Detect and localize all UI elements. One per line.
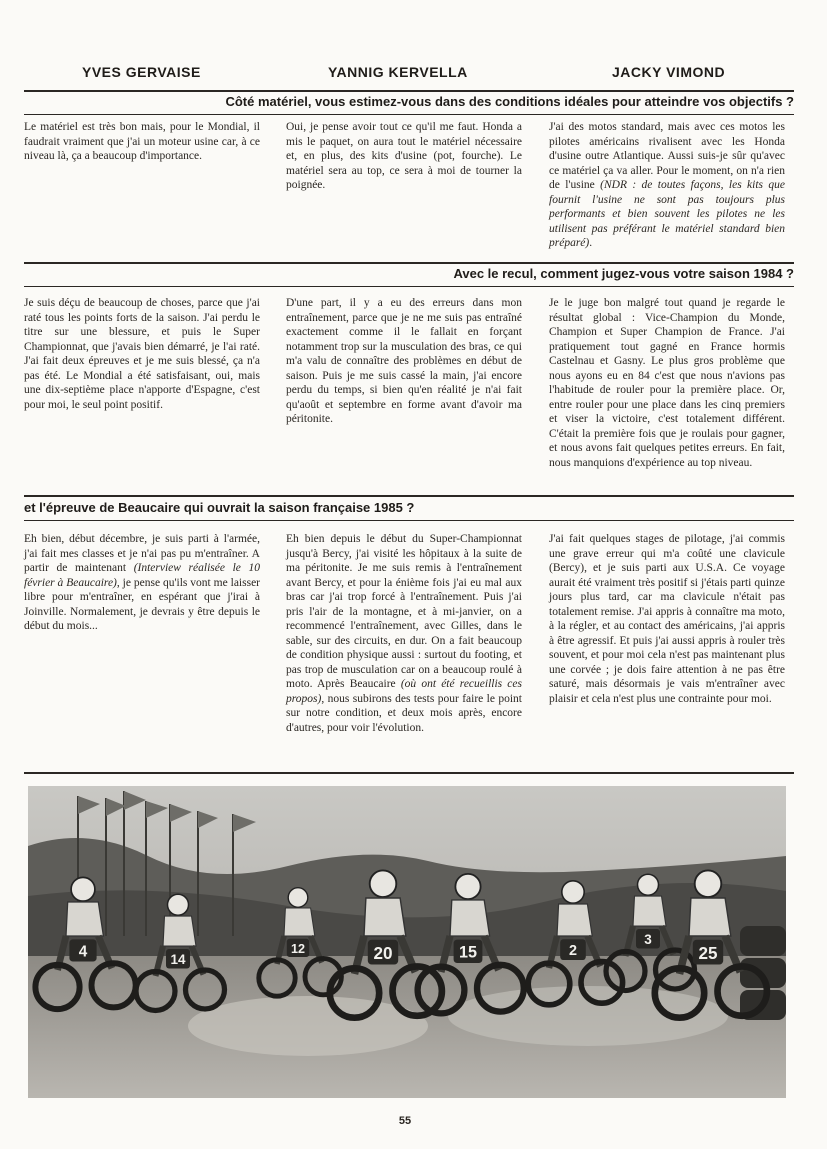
plate-number: 4	[78, 943, 88, 961]
rider-shape	[370, 870, 397, 897]
answer-kervella-beaucaire: Eh bien depuis le début du Super-Championnat jusqu'à Bercy, j'ai visité les hôpitaux à la suite de ma péritonite. Je me suis remis à l'entraînement avant Bercy, et pour la énième fois j'ai eu mal aux bras car j'ai trop forcé à l'entraînement. Puis j'ai pris l'air de la montagne, et à mi-janvier, on a recommencé l'entraînement, avec Gilles, dans le sable, sur des circuits, en dur. On a fait beaucoup de condition physique aussi : surtout du footing, et pas trop de musculation car on a beaucoup roulé à moto. Après Beaucaire (où ont été recueillis ces propos), nous subirons des tests pour faire le point sur notre condition, et deux mois après, encore d'autres, pour voir l'évolution.	[286, 533, 522, 734]
rider-shape	[450, 900, 490, 936]
rider-shape	[557, 904, 592, 936]
question-saison-1984: Avec le recul, comment jugez-vous votre saison 1984 ?	[453, 266, 794, 281]
answer-kervella-materiel: Oui, je pense avoir tout ce qu'il me faut. Honda a mis le paquet, on aura tout le matériel nécessaire et, en plus, des kits d'usine (pot, fourche). Le matériel sera au top, ce sera à moi de tourner la poignée.	[286, 121, 522, 191]
plate-number: 15	[458, 943, 478, 962]
section-divider	[24, 90, 794, 92]
rider-shape	[633, 896, 666, 926]
rider-shape	[66, 902, 103, 936]
rider-shape	[284, 908, 315, 936]
rider-names-header	[24, 64, 794, 84]
dust-cloud	[188, 996, 428, 1056]
section-divider	[24, 772, 794, 774]
rider-name-vimond: JACKY VIMOND	[612, 64, 726, 80]
rider-shape	[288, 888, 308, 908]
rider-shape	[689, 898, 731, 936]
question-underline	[24, 520, 794, 521]
answer-kervella-1984: D'une part, il y a eu des erreurs dans mon entraînement, parce que je ne me suis pas entraîné exactement comme il le fallait en forçant notamment trop sur la musculation des bras, ce qui m'a valu de connaître des problèmes en début de saison. Puis je me suis cassé la main, j'ai encore perdu du temps, si bien qu'en réalité je n'ai fait qu'août et septembre en forme avant d'avoir ma péritonite.	[286, 297, 522, 425]
rider-shape	[168, 894, 189, 915]
question-underline	[24, 286, 794, 287]
answer-vimond-1984: Je le juge bon malgré tout quand je regarde le résultat global : Vice-Champion du Monde, Champion et Super Champion de France. J'ai pratiquement tout gagné en France hormis Castelnau et Gasny. Le plus gros problème que nous ayons eu en 84 c'est que nous n'avions pas l'habitude de rouler pour la première place. Or, entre rouler pour une place dans les cinq premiers et viser la victoire, c'est totalement différent. C'était la première fois que je roulais pour gagner, et nous avons fait quelques petites erreurs. En fait, nous manquions d'expérience au top niveau.	[549, 297, 785, 469]
rider-shape	[695, 870, 722, 897]
answer-gervaise-1984: Je suis déçu de beaucoup de choses, parce que j'ai raté tous les points forts de la saison. J'ai perdu le titre sur une blessure, et puis le Super Championnat, que j'avais bien démarré, je l'ai raté. J'ai fait deux épreuves et je me suis blessé, ça n'a pas été. Le Mondial a été satisfaisant, oui, mais une dix-septième place n'apporte d'Espagne, c'est pour moi, le seul point positif.	[24, 297, 260, 411]
question-underline	[24, 114, 794, 115]
plate-number: 2	[568, 943, 578, 960]
plate-number: 20	[373, 943, 393, 963]
answer-vimond-materiel: J'ai des motos standard, mais avec ces motos les pilotes américains rivalisent avec les Honda d'usine outre Atlantique. Aussi suis-je sûr qu'avec ce matériel ça va aller. Pour le moment, on n'a rien de l'usine (NDR : de toutes façons, les kits que fournit l'usine ne sont pas toujours plus performants et bien souvent les pilotes ne les utilisent pas préférant le matériel standard bien préparé).	[549, 121, 786, 249]
rider-shape	[455, 874, 480, 899]
rider-shape	[71, 877, 95, 901]
plate-number: 25	[698, 943, 718, 963]
motocross-race-photo	[28, 786, 786, 1098]
rider-shape	[562, 881, 584, 903]
plate-number: 14	[170, 952, 186, 967]
rider-shape	[364, 898, 406, 936]
rider-name-gervaise: YVES GERVAISE	[82, 64, 201, 80]
rider-shape	[638, 874, 659, 895]
section-divider	[24, 262, 794, 264]
answer-vimond-beaucaire: J'ai fait quelques stages de pilotage, j'ai commis une grave erreur qui m'a coûté une clavicule (Bercy), et je suis parti aux U.S.A. Ce voyage aurait été vraiment très positif si j'étais parti quinze jours plus tard, car ma clavicule n'était pas totalement remise. J'ai appris à connaître ma moto, à la régler, et au contact des américains, j'ai appris à être agressif. Et puis j'ai aussi appris à rouler très souvent, et pour moi cela n'est pas maintenant plus une corvée ; je dois faire attention à ne pas être saturé, mais désormais je vais m'entraîner avec plaisir et cela n'est plus une contrainte pour moi.	[549, 533, 785, 705]
rider-name-kervella: YANNIG KERVELLA	[328, 64, 468, 80]
plate-number: 12	[290, 941, 306, 956]
section-divider	[24, 495, 794, 497]
question-beaucaire: et l'épreuve de Beaucaire qui ouvrait la saison française 1985 ?	[24, 500, 415, 515]
plate-number: 3	[644, 932, 652, 947]
answer-gervaise-materiel: Le matériel est très bon mais, pour le Mondial, il faudrait vraiment que j'ai un moteur usine car, à ce niveau là, ça a beaucoup d'importance.	[24, 121, 260, 162]
rider-shape	[163, 916, 196, 946]
question-materiel: Côté matériel, vous estimez-vous dans des conditions idéales pour atteindre vos objectifs ?	[225, 94, 794, 109]
race-photo-illustration	[28, 786, 786, 1098]
page-number: 55	[398, 1115, 412, 1127]
answer-gervaise-beaucaire: Eh bien, début décembre, je suis parti à l'armée, j'ai fait mes classes et je n'ai pas pu m'entraîner. A partir de maintenant (Interview réalisée le 10 février à Beaucaire), je pense qu'ils vont me laisser libre pour m'entraîner, en espérant que j'irai à Joinville. Normalement, je devrais y être depuis le début du mois...	[24, 533, 260, 632]
